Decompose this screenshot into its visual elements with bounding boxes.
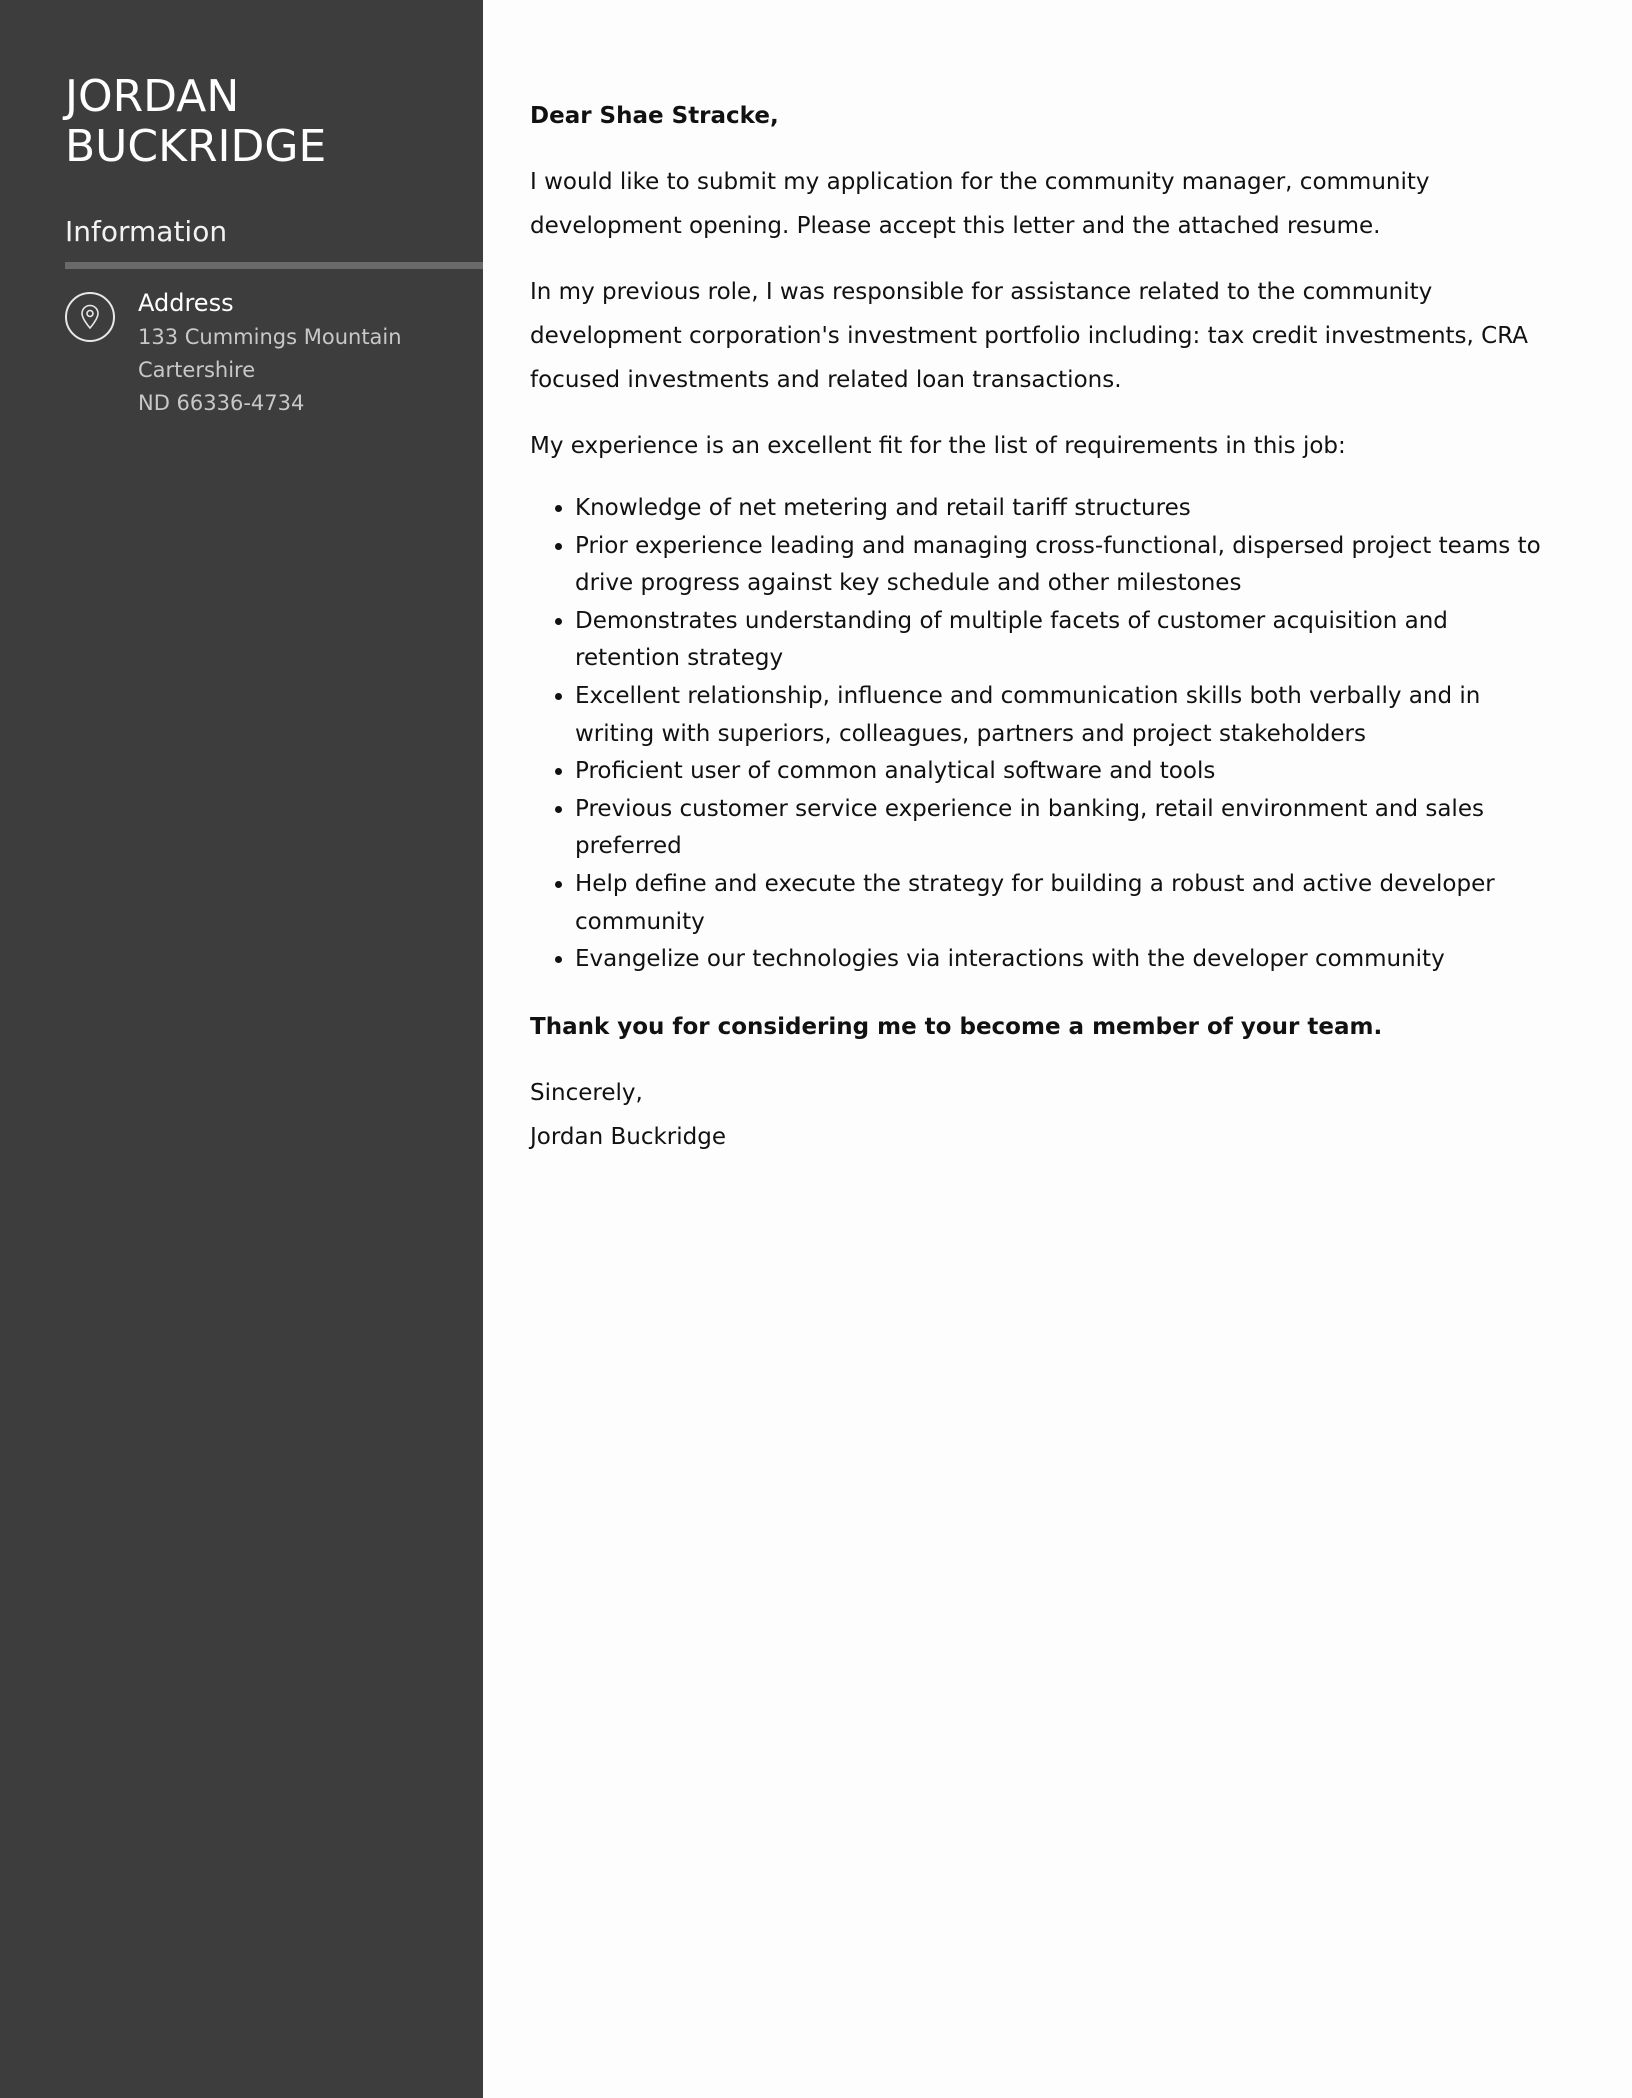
signoff-block xyxy=(530,1071,1550,1159)
information-heading: Information xyxy=(65,215,228,248)
signoff: Sincerely, xyxy=(530,1079,643,1106)
list-item: • Demonstrates understanding of multiple facets of customer acquisition and retention strategy xyxy=(575,603,1550,678)
experience-paragraph: In my previous role, I was responsible for assistance related to the community development corporation's investment portfolio including: tax credit investments, CRA focused investments and related loan transactions. xyxy=(530,279,1529,393)
address-state-zip: ND 66336-4734 xyxy=(138,391,305,415)
requirements-list xyxy=(530,490,1550,979)
closing-line: Thank you for considering me to become a member of your team. xyxy=(530,1013,1383,1040)
salutation: Dear Shae Stracke, xyxy=(530,103,779,129)
address-block xyxy=(138,321,402,420)
sidebar xyxy=(0,0,483,2098)
list-item: • Knowledge of net metering and retail tariff structures xyxy=(575,490,1550,528)
name-line-first: JORDAN xyxy=(65,71,240,122)
list-item: • Prior experience leading and managing cross-functional, dispersed project teams to drive progress against key schedule and other milestones xyxy=(575,528,1550,603)
intro-paragraph: I would like to submit my application for the community manager, community development opening. Please accept this letter and the attached resume. xyxy=(530,169,1430,239)
list-item: • Previous customer service experience in banking, retail environment and sales preferred xyxy=(575,791,1550,866)
name-line-last: BUCKRIDGE xyxy=(65,121,327,172)
applicant-name xyxy=(65,72,326,172)
address-label: Address xyxy=(138,289,234,317)
location-pin-icon xyxy=(65,292,115,342)
address-street: 133 Cummings Mountain xyxy=(138,325,402,349)
list-item: • Excellent relationship, influence and communication skills both verbally and in writing with superiors, colleagues, partners and project stakeholders xyxy=(575,678,1550,753)
list-item: • Help define and execute the strategy for building a robust and active developer community xyxy=(575,866,1550,941)
signature: Jordan Buckridge xyxy=(530,1123,727,1150)
requirements-intro: My experience is an excellent fit for the list of requirements in this job: xyxy=(530,433,1346,459)
section-divider xyxy=(65,262,483,269)
list-item: • Evangelize our technologies via interactions with the developer community xyxy=(575,941,1550,979)
list-item: • Proficient user of common analytical software and tools xyxy=(575,753,1550,791)
letter-body xyxy=(530,94,1550,1159)
address-city: Cartershire xyxy=(138,358,256,382)
